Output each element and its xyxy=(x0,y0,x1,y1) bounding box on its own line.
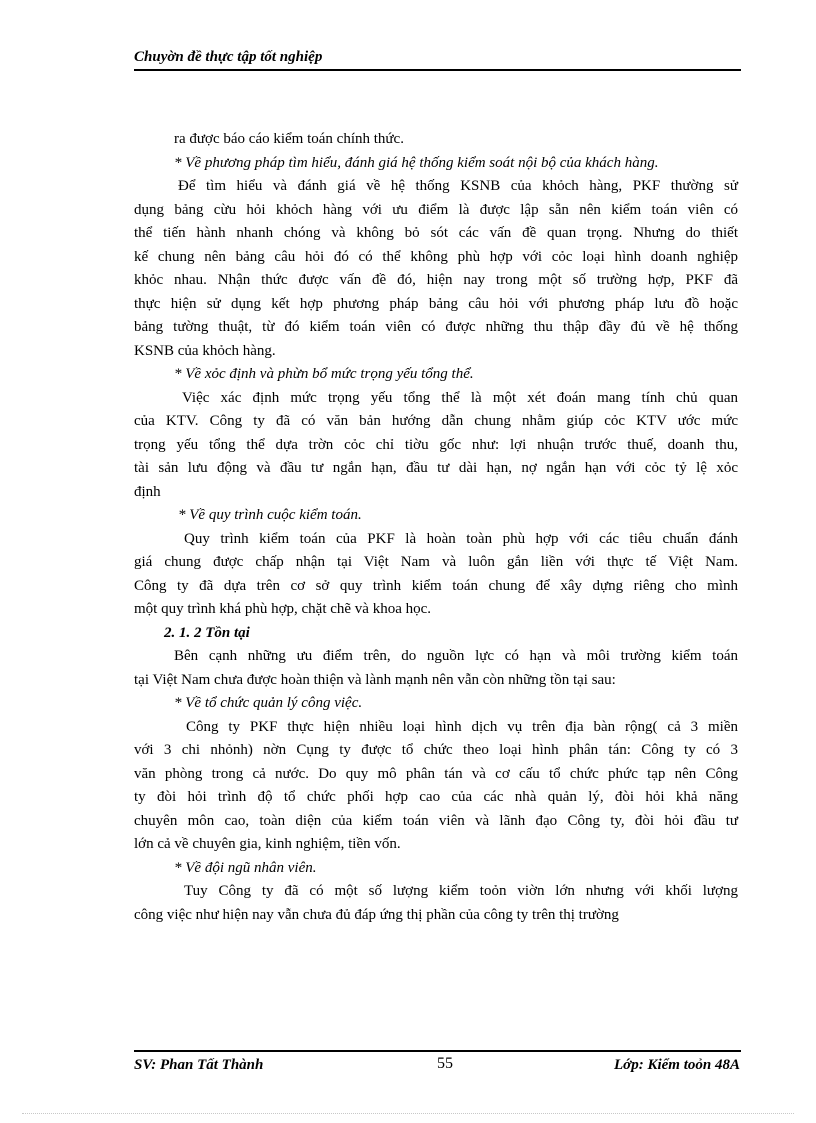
text-line: giá chung được chấp nhận tại Việt Nam và luôn gắn liền với thực tế Việt Nam. xyxy=(134,554,738,570)
text-line: ty đòi hỏi trình độ tổ chức phối hợp cao của các nhà quản lý, đòi hỏi khả năng xyxy=(134,789,738,805)
footer-student-name: SV: Phan Tất Thành xyxy=(134,1057,264,1073)
document-body xyxy=(134,128,738,927)
text-line: văn phòng trong cả nước. Do quy mô phân tán và cơ cấu tổ chức phức tạp nên Công xyxy=(134,765,738,782)
page-header-title: Chuyờn đề thực tập tốt nghiệp xyxy=(134,49,323,65)
text-line: Bên cạnh những ưu điểm trên, do nguồn lực có hạn và môi trường kiểm toán xyxy=(174,648,738,664)
text-line: thể tiến hành nhanh chóng và không bỏ sót các vấn đề quan trọng. Nhưng do thiết xyxy=(134,225,738,241)
text-line: Tuy Công ty đã có một số lượng kiểm toỏn viờn lớn nhưng với khối lượng xyxy=(184,883,738,899)
page-number: 55 xyxy=(437,1055,453,1072)
text-line: dụng bảng cừu hỏi khỏch hàng với ưu điểm là được lập sẵn nên kiểm toán viên có xyxy=(134,201,738,218)
text-line: lớn cả về chuyên gia, kinh nghiệm, tiền vốn. xyxy=(134,836,401,852)
text-line: Quy trình kiểm toán của PKF là hoàn toàn phù hợp với các tiêu chuẩn đánh xyxy=(184,530,738,547)
text-line: kế chung nên bảng câu hỏi đó có thể không phù hợp với cỏc loại hình doanh nghiệp xyxy=(134,248,738,265)
text-line: tại Việt Nam chưa được hoàn thiện và lành mạnh nên vẫn còn những tồn tại sau: xyxy=(134,671,616,688)
text-line: Việc xác định mức trọng yếu tổng thể là một xét đoán mang tính chủ quan xyxy=(182,389,738,406)
section-heading: * Về xỏc định và phừn bổ mức trọng yếu tổng thể. xyxy=(174,366,474,382)
text-line: chuyên môn cao, toàn diện của kiểm toán viên và lãnh đạo Công ty, đòi hỏi đầu tư xyxy=(134,812,738,829)
section-heading: * Về tổ chức quản lý công việc. xyxy=(174,695,363,711)
text-line: thực hiện sử dụng kết hợp phương pháp bảng câu hỏi với phương pháp lưu đồ hoặc xyxy=(134,295,738,312)
text-line: của KTV. Công ty đã có văn bản hướng dẫn chung nhằm giúp cỏc KTV ước mức xyxy=(134,413,738,429)
section-heading: * Về đội ngũ nhân viên. xyxy=(174,859,317,876)
text-line: với 3 chi nhỏnh) nờn Cụng ty được tổ chức theo loại hình phân tán: Công ty có 3 xyxy=(134,742,738,758)
text-line: công việc như hiện nay vẫn chưa đủ đáp ứng thị phần của công ty trên thị trường xyxy=(134,906,619,923)
text-line: một quy trình khá phù hợp, chặt chẽ và khoa học. xyxy=(134,601,432,617)
text-line: trọng yếu tổng thể dựa trờn cỏc chỉ tiờu gốc như: lợi nhuận trước thuế, doanh thu, xyxy=(134,436,738,453)
page-bottom-edge xyxy=(22,1113,794,1114)
text-line: Để tìm hiểu và đánh giá về hệ thống KSNB của khỏch hàng, PKF thường sử xyxy=(178,178,738,194)
header-divider xyxy=(134,69,741,71)
text-line: bảng tường thuật, từ đó kiểm toán viên có được những thu thập đầy đủ về hệ thống xyxy=(134,319,738,335)
footer-divider xyxy=(134,1050,741,1052)
text-line: ra được báo cáo kiểm toán chính thức. xyxy=(174,131,404,147)
text-line: tài sản lưu động và đầu tư ngắn hạn, đầu tư dài hạn, nợ ngắn hạn với cỏc tỷ lệ xỏc xyxy=(134,460,738,476)
text-line: Công ty PKF thực hiện nhiều loại hình dịch vụ trên địa bàn rộng( cả 3 miền xyxy=(186,718,738,735)
section-heading: * Về phương pháp tìm hiểu, đánh giá hệ thống kiểm soát nội bộ của khách hàng. xyxy=(174,154,659,171)
subsection-heading: 2. 1. 2 Tồn tại xyxy=(164,624,250,641)
text-line: Công ty đã dựa trên cơ sở quy trình kiểm toán chung để xây dựng riêng cho mình xyxy=(134,577,738,594)
text-line: định xyxy=(134,483,161,500)
text-line: khỏc nhau. Nhận thức được vấn đề đó, hiện nay trong một số trường hợp, PKF đã xyxy=(134,272,738,288)
text-line: KSNB của khỏch hàng. xyxy=(134,342,276,359)
footer-class-name: Lớp: Kiểm toỏn 48A xyxy=(614,1057,740,1073)
section-heading: * Về quy trình cuộc kiểm toán. xyxy=(178,507,362,523)
